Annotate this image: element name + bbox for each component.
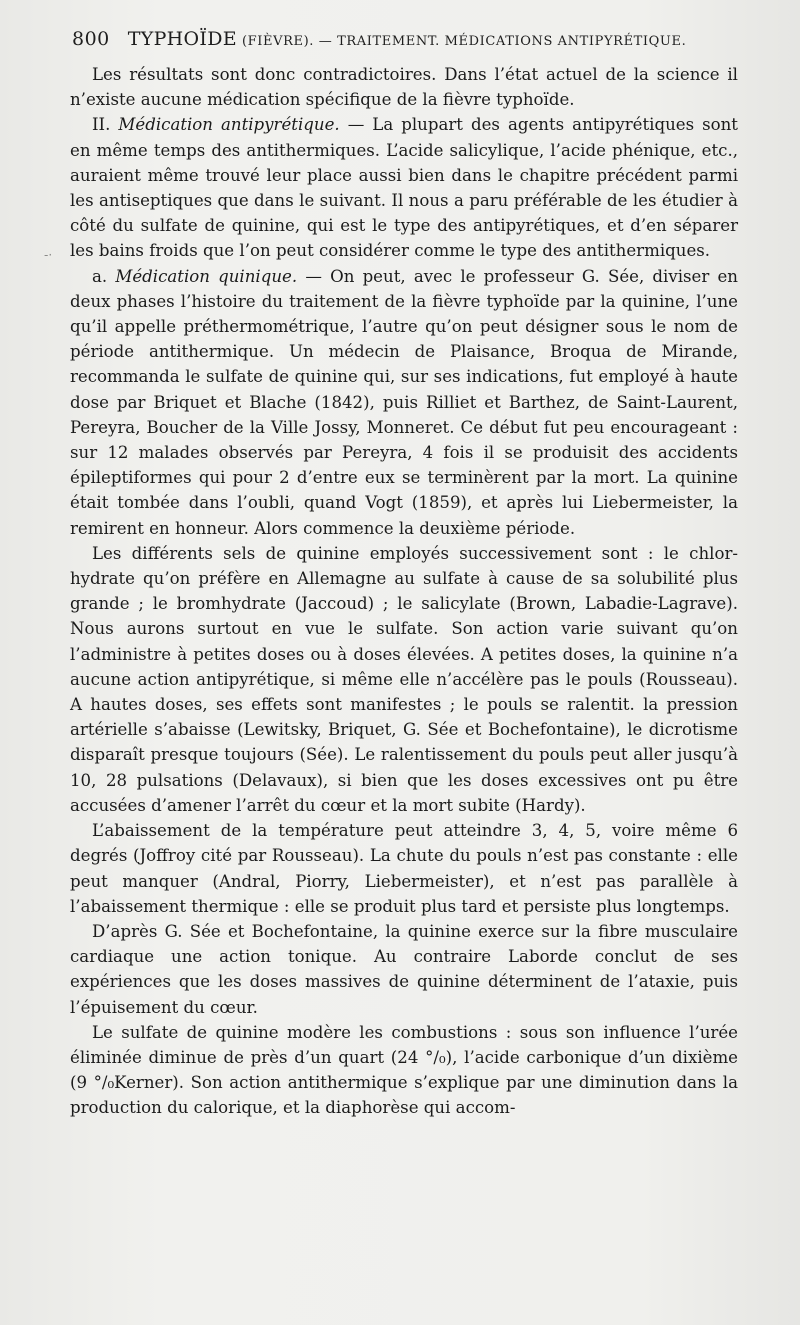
paragraph-1 bbox=[70, 62, 738, 112]
running-subtitle-rest: — TRAITEMENT. MÉDICATIONS ANTIPYRÉTIQUE. bbox=[314, 34, 687, 49]
paragraph-2 bbox=[70, 112, 738, 263]
paragraph-2-text: — La plupart des agents antipyrétiques sont en même temps des antithermiques. L’acide salicylique, l’acide phénique, etc., auraient même trouvé leur place aussi bien dans le chapitre précédent parmi les antiseptiques que dans le suivant. Il nous a paru préférable de les étudier à côté du sulfate de quinine, qui est le type des antipyrétiques, et d’en séparer les bains froids que l’on peut considérer comme le type des antithermiques. bbox=[70, 115, 738, 261]
section-number: II. bbox=[92, 115, 119, 135]
page-number: 800 bbox=[72, 28, 110, 50]
paragraph-6 bbox=[70, 919, 738, 1020]
paragraph-6-text: D’après G. Sée et Bochefontaine, la quinine exerce sur la fibre musculaire cardiaque une action tonique. Au contraire Laborde conclut de ses expériences que les doses massives de quinine déterminent de l’ataxie, puis l’épuisement du cœur. bbox=[70, 921, 738, 1017]
paragraph-1-text: Les résultats sont donc contradictoires. Dans l’état actuel de la science il n’existe aucune médication spécifique de la fièvre typhoïde. bbox=[70, 65, 738, 110]
paragraph-5 bbox=[70, 818, 738, 919]
subsection-heading-quinique: Médication quinique. bbox=[115, 266, 298, 286]
paragraph-3 bbox=[70, 264, 738, 541]
paragraph-4-text: Les différents sels de quinine employés successivement sont : le chlorhydrate qu’on préfère en Allemagne au sulfate à cause de sa solubilité plus grande ; le bromhydrate (Jaccoud) ; le salicylate (Brown, Labadie-Lagrave). Nous aurons surtout en vue le sulfate. Son action varie suivant qu’on l’administre à petites doses ou à doses élevées. A petites doses, la quinine n’a aucune action antipyrétique, si même elle n’accélère pas le pouls (Rousseau). A hautes doses, ses effets sont manifestes ; le pouls se ralentit. la pression artérielle s’abaisse (Lewitsky, Briquet, G. Sée et Bochefontaine), le dicrotisme disparaît presque toujours (Sée). Le ralentissement du pouls peut aller jusqu’à 10, 28 pulsations (Delavaux), si bien que les doses excessives ont pu être accusées d’amener l’arrêt du cœur et la mort subite (Hardy). bbox=[70, 543, 738, 815]
running-title: TYPHOÏDE bbox=[127, 28, 237, 50]
section-heading-antipyretic: Médication antipyrétique. bbox=[118, 115, 340, 135]
running-header bbox=[72, 28, 772, 58]
paragraph-7 bbox=[70, 1020, 738, 1121]
paragraph-7-text: Le sulfate de quinine modère les combustions : sous son influence l’urée éliminée diminue de près d’un quart (24 °/₀), l’acide carbonique d’un dixième (9 °/₀Kerner). Son action antithermique s’explique par une diminution dans la production du calorique, et la diaphorèse qui accom- bbox=[70, 1022, 738, 1118]
paragraph-3-text: — On peut, avec le professeur G. Sée, diviser en deux phases l’histoire du traitement de la fièvre typhoïde par la quinine, l’une qu’il appelle préthermométrique, l’autre qu’on peut désigner sous le nom de période antithermique. Un médecin de Plaisance, Broqua de Mirande, recommanda le sulfate de quinine qui, sur ses indications, fut employé à haute dose par Briquet et Blache (1842), puis Rilliet et Barthez, de Saint-Laurent, Pereyra, Boucher de la Ville Jossy, Monneret. Ce début fut peu encourageant : sur 12 malades observés par Pereyra, 4 fois il se produisit des accidents épileptiformes qui pour 2 d’entre eux se terminèrent par la mort. La quinine était tombée dans l’oubli, quand Vogt (1859), et après lui Liebermeister, la remirent en honneur. Alors commence la deuxième période. bbox=[70, 266, 738, 538]
paragraph-5-text: L’abaissement de la température peut atteindre 3, 4, 5, voire même 6 degrés (Joffroy cité par Rousseau). La chute du pouls n’est pas constante : elle peut manquer (Andral, Piorry, Liebermeister), et n’est pas parallèle à l’abaissement thermique : elle se produit plus tard et persiste plus longtemps. bbox=[70, 821, 738, 916]
margin-mark: -· bbox=[44, 248, 53, 262]
paragraph-4 bbox=[70, 541, 738, 818]
running-subtitle-open: (FIÈVRE). bbox=[242, 34, 315, 49]
subsection-letter: a. bbox=[92, 266, 116, 286]
body-text bbox=[70, 62, 738, 1121]
